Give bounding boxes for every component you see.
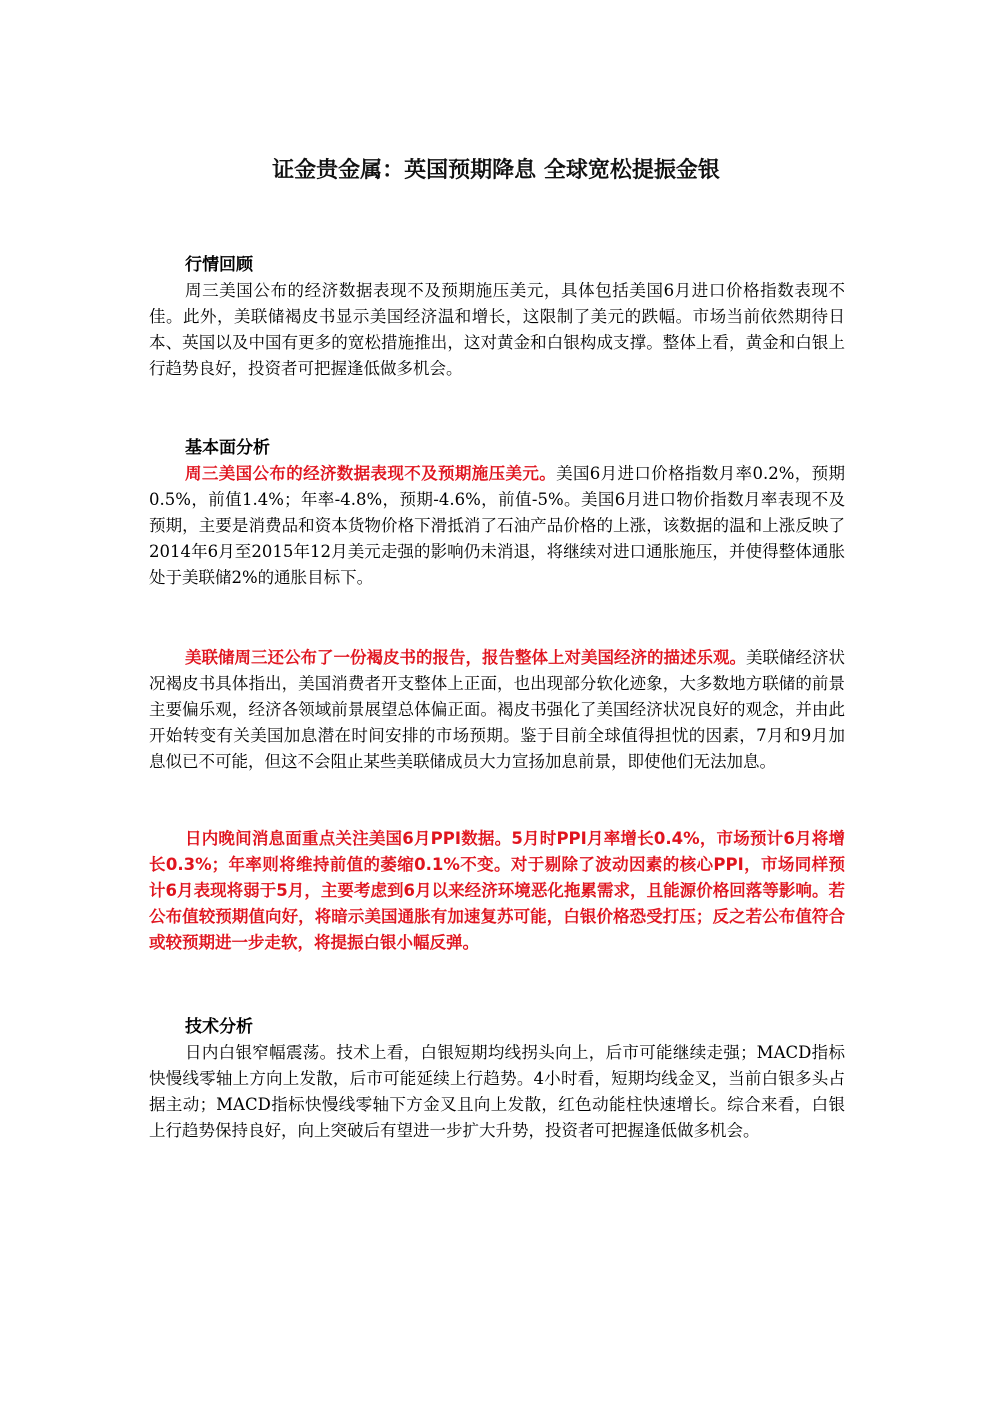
fundamental-body: 美国6月进口价格指数月率0.2%，预期0.5%，前值1.4%；年率-4.8%，预期-4.6%，前值-5%。美国6月进口物价指数月率表现不及预期，主要是消费品和资本货物价格下滑抵消了石油产品价格的上涨，该数据的温和上涨反映了2014年6月至2015年12月美元走强的影响仍未消退，将继续对进口通胀施压，并使得整体通胀处于美联储2%的通胀目标下。	[149, 464, 845, 587]
ppi-paragraph: 日内晚间消息面重点关注美国6月PPI数据。5月时PPI月率增长0.4%，市场预计6月将增长0.3%；年率则将维持前值的萎缩0.1%不变。对于剔除了波动因素的核心PPI，市场同样预计6月表现将弱于5月，主要考虑到6月以来经济环境恶化拖累需求，且能源价格回落等影响。若公布值较预期值向好，将暗示美国通胀有加速复苏可能，白银价格恐受打压；反之若公布值符合或较预期进一步走软，将提振白银小幅反弹。	[149, 829, 845, 952]
page-title: 证金贵金属：英国预期降息 全球宽松提振金银	[272, 158, 720, 183]
fundamental-paragraph	[149, 461, 845, 591]
section-technical-analysis	[149, 1014, 845, 1144]
section-ppi-focus	[149, 826, 845, 956]
beige-book-paragraph	[149, 645, 845, 775]
section-market-review	[149, 252, 845, 382]
review-paragraph: 周三美国公布的经济数据表现不及预期施压美元，具体包括美国6月进口价格指数表现不佳。此外，美联储褐皮书显示美国经济温和增长，这限制了美元的跌幅。市场当前依然期待日本、英国以及中国有更多的宽松措施推出，这对黄金和白银构成支撑。整体上看，黄金和白银上行趋势良好，投资者可把握逢低做多机会。	[149, 281, 845, 378]
section-heading-technical: 技术分析	[185, 1017, 253, 1037]
technical-paragraph: 日内白银窄幅震荡。技术上看，白银短期均线拐头向上，后市可能继续走强；MACD指标快慢线零轴上方向上发散，后市可能延续上行趋势。4小时看，短期均线金叉，当前白银多头占据主动；MACD指标快慢线零轴下方金叉且向上发散，红色动能柱快速增长。综合来看，白银上行趋势保持良好，向上突破后有望进一步扩大升势，投资者可把握逢低做多机会。	[149, 1043, 845, 1140]
section-heading-fundamental: 基本面分析	[185, 438, 270, 458]
beige-book-lead: 美联储周三还公布了一份褐皮书的报告，报告整体上对美国经济的描述乐观。	[185, 648, 746, 667]
section-beige-book	[149, 645, 845, 775]
section-heading-review: 行情回顾	[185, 255, 253, 275]
section-fundamental-analysis	[149, 435, 845, 591]
beige-book-body: 美联储经济状况褐皮书具体指出，美国消费者开支整体上正面，也出现部分软化迹象，大多数地方联储的前景主要偏乐观，经济各领域前景展望总体偏正面。褐皮书强化了美国经济状况良好的观念，并由此开始转变有关美国加息潜在时间安排的市场预期。鉴于目前全球值得担忧的因素，7月和9月加息似已不可能，但这不会阻止某些美联储成员大力宣扬加息前景，即使他们无法加息。	[149, 648, 845, 771]
fundamental-lead: 周三美国公布的经济数据表现不及预期施压美元。	[185, 464, 557, 483]
